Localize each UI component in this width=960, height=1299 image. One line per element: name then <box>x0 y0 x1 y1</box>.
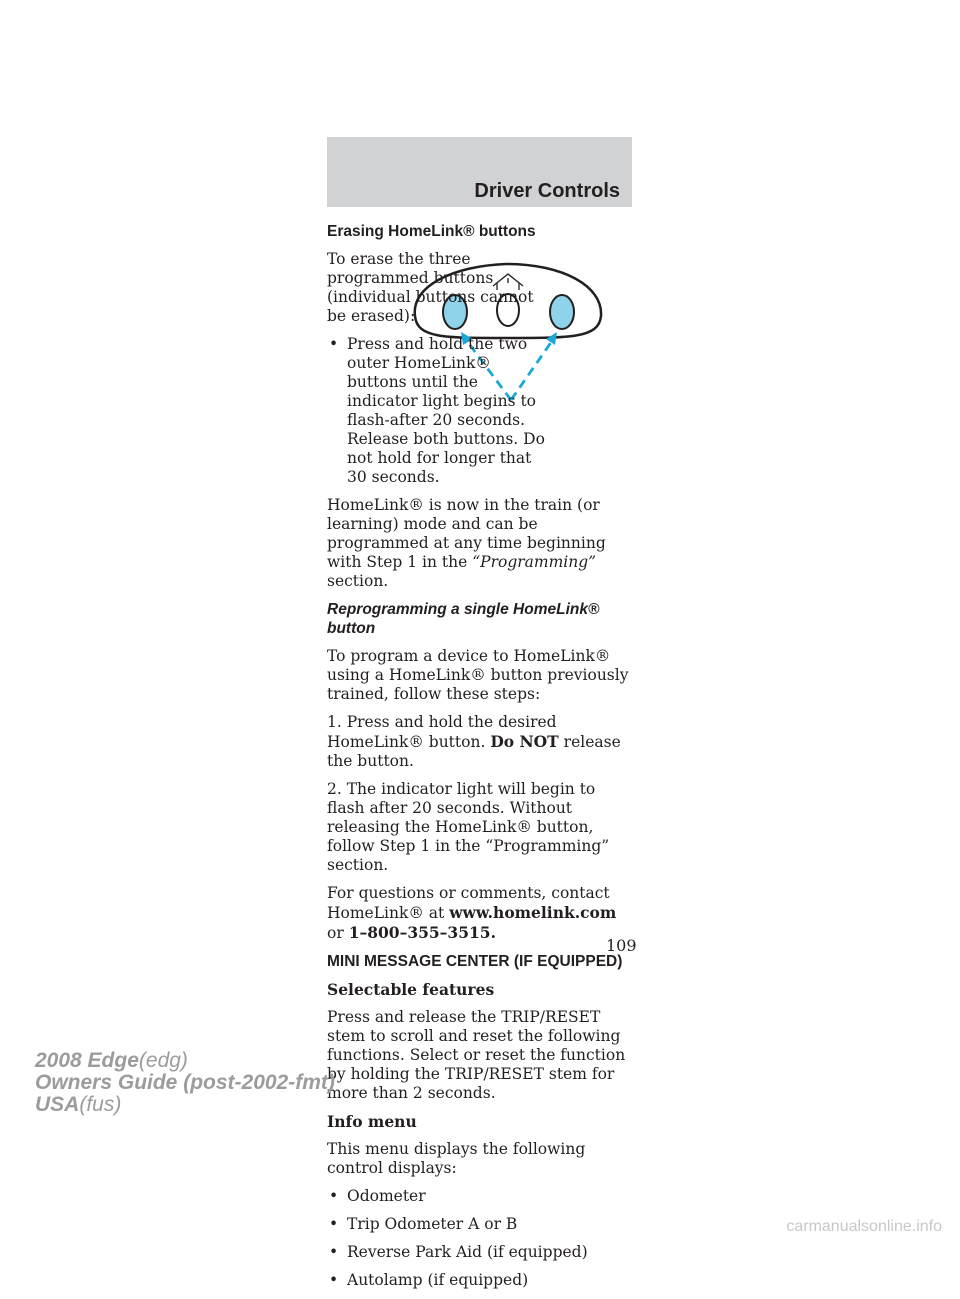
reprogramming-heading: Reprogramming a single HomeLink® button <box>327 601 600 637</box>
selectable-features-heading: Selectable features <box>327 980 495 999</box>
bullet-dot: • <box>329 1271 339 1289</box>
contact-website: www.homelink.com <box>449 903 617 922</box>
contact-phone: 1–800–355–3515. <box>348 923 496 942</box>
list-item-text: Trip Odometer A or B <box>347 1215 518 1233</box>
mini-message-heading: MINI MESSAGE CENTER (IF EQUIPPED) <box>327 953 623 970</box>
bullet-dot: • <box>329 1215 339 1233</box>
page-content <box>327 222 632 1299</box>
erasing-after-a: HomeLink® is now in the train (or learning) mode and can be programmed at any time beginning with Step 1 in the <box>327 496 606 571</box>
erasing-after-b: section. <box>327 572 389 590</box>
step1-text-a: 1. Press and hold the desired HomeLink® button. <box>327 713 557 751</box>
footer-line-1 <box>35 1050 335 1072</box>
reprogramming-step2: 2. The indicator light will begin to flash after 20 seconds. Without releasing the HomeLink® button, follow Step 1 in the “Programming” section. <box>327 780 610 874</box>
footer-market: USA <box>35 1093 80 1116</box>
list-item-text: Odometer <box>347 1187 426 1205</box>
page-number: 109 <box>606 936 637 955</box>
bullet-dot: • <box>329 1187 339 1205</box>
document-footer <box>35 1050 335 1116</box>
footer-model: 2008 Edge <box>35 1049 139 1072</box>
reprogramming-intro: To program a device to HomeLink® using a HomeLink® button previously trained, follow these steps: <box>327 647 629 703</box>
watermark: carmanualsonline.info <box>786 1218 942 1235</box>
reprogramming-step1 <box>327 713 632 771</box>
bullet-dot: • <box>329 335 339 353</box>
erasing-after <box>327 496 632 591</box>
footer-model-code: (edg) <box>138 1049 188 1072</box>
contact-text-a: For questions or comments, contact HomeLink® at <box>327 884 610 922</box>
info-menu-text: This menu displays the following control displays: <box>327 1140 586 1177</box>
list-item <box>327 1243 632 1262</box>
erasing-bullet <box>327 335 552 487</box>
footer-line-2: Owners Guide (post-2002-fmt) <box>35 1071 335 1094</box>
list-item <box>327 1215 632 1234</box>
step1-bold: Do NOT <box>490 732 559 751</box>
contact-or: or <box>327 924 344 942</box>
footer-line-3 <box>35 1094 335 1116</box>
info-menu-heading: Info menu <box>327 1112 417 1131</box>
list-item-text: Autolamp (if equipped) <box>347 1271 529 1289</box>
footer-market-code: (fus) <box>79 1093 122 1116</box>
erasing-bullet-text: Press and hold the two outer HomeLink® buttons until the indicator light begins to flash-after 20 seconds. Release both buttons. Do not hold for longer that 30 seconds. <box>347 335 545 486</box>
step1-text-b: release the button. <box>327 733 621 770</box>
selectable-features-text: Press and release the TRIP/RESET stem to scroll and reset the following functions. Select or reset the function by holding the TRIP/RESET stem for more than 2 seconds. <box>327 1008 626 1102</box>
bullet-dot: • <box>329 1243 339 1261</box>
list-item <box>327 1271 632 1290</box>
section-title: Driver Controls <box>474 180 620 202</box>
list-item <box>327 1187 632 1206</box>
erasing-body <box>327 250 632 487</box>
header-band <box>327 137 632 207</box>
list-item-text: Reverse Park Aid (if equipped) <box>347 1243 588 1261</box>
erasing-after-ref: “Programming” <box>472 553 597 571</box>
erasing-heading: Erasing HomeLink® buttons <box>327 223 536 240</box>
erasing-intro: To erase the three programmed buttons (individual buttons cannot be erased): <box>327 250 534 325</box>
contact-line <box>327 884 632 943</box>
